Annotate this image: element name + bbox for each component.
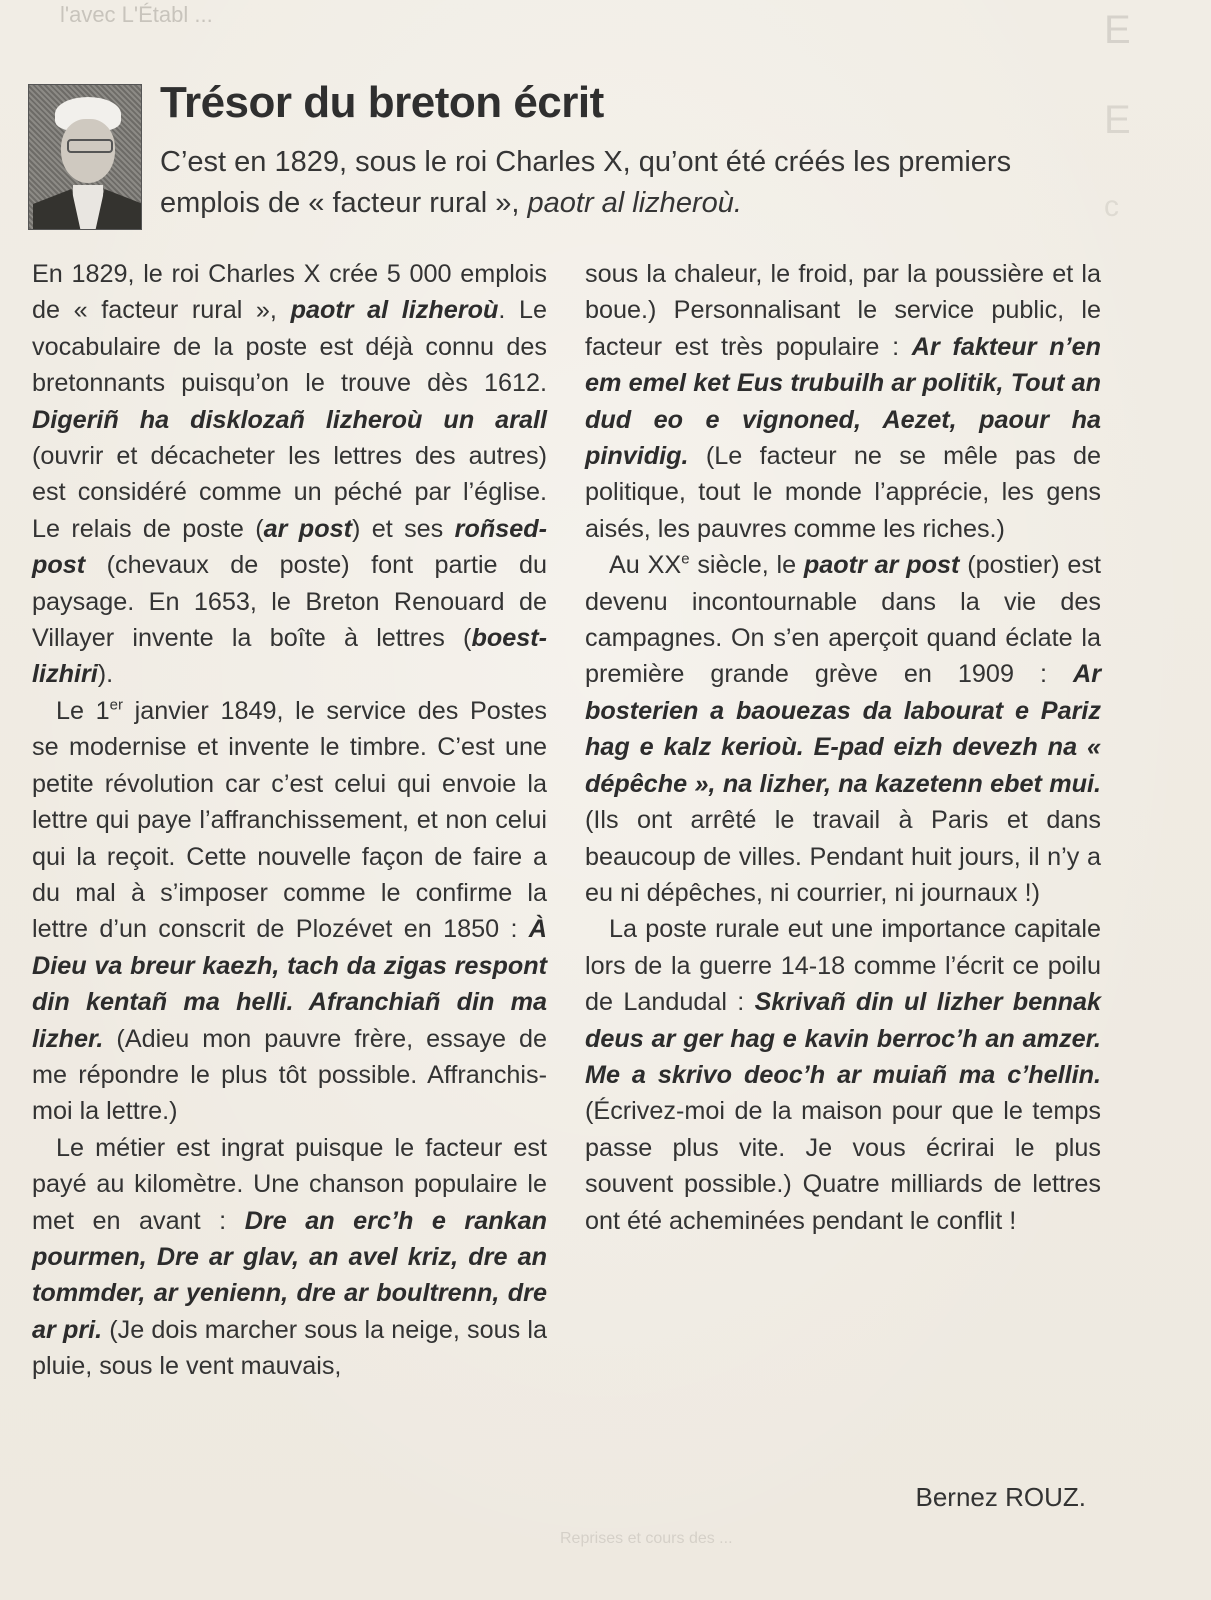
paragraph-text: (Ils ont arrêté le travail à Paris et dans beaucoup de villes. Pendant huit jours, il n’y a eu ni dépêches, ni courrier, ni journaux !) <box>585 806 1101 907</box>
article-lead-text: C’est en 1829, sous le roi Charles X, qu’ont été créés les premiers emplois de « facteur rural », <box>160 146 1012 219</box>
breton-quote: Skrivañ din ul lizher bennak deus ar ger hag e kavin berroc’h an amzer. Me a skrivo deoc’h ar muiañ ma c’hellin. <box>585 988 1101 1089</box>
paragraph-text: (postier) est devenu incontournable dans la vie des campagnes. On s’en aperçoit quand éclate la première grande grève en 1909 : <box>585 551 1101 689</box>
article-lead <box>160 142 1060 224</box>
bleed-through-text-bottom: Reprises et cours des ... <box>560 1530 733 1547</box>
paragraph-text: . Le vocabulaire de la poste est déjà connu des bretonnants puisqu’on le trouve dès 1612. <box>32 296 548 398</box>
article-column-right <box>585 256 1101 1239</box>
paragraph-text: (Je dois marcher sous la neige, sous la pluie, sous le vent mauvais, <box>32 1315 547 1381</box>
breton-quote: paotr ar post <box>803 551 960 580</box>
breton-quote: Ar bosterien a baouezas da labourat e Pariz hag e kalz kerioù. E-pad eizh devezh na « dépêche », na lizher, na kazetenn ebet mui. <box>585 660 1101 798</box>
breton-quote: paotr al lizheroù <box>290 296 499 325</box>
article-paragraph <box>585 256 1101 547</box>
paragraph-text: Au XX <box>609 551 682 580</box>
paragraph-text: (Le facteur ne se mêle pas de politique, tout le monde l’apprécie, les gens aisés, les pauvres comme les riches.) <box>585 442 1101 543</box>
breton-quote: ar post <box>263 514 352 543</box>
paragraph-text: ). <box>97 660 114 689</box>
paragraph-text: (Adieu mon pauvre frère, essaye de me répondre le plus tôt possible. Affranchis-moi la lettre.) <box>32 1024 547 1126</box>
bleed-through-text-right-2: E <box>1104 98 1131 142</box>
paragraph-text: La poste rurale eut une importance capitale lors de la guerre 14-18 comme l’écrit ce poilu de Landudal : <box>585 915 1101 1017</box>
bleed-through-text-right-3: c <box>1104 190 1119 223</box>
paragraph-text: Le 1 <box>56 696 110 725</box>
article-column-left <box>32 256 547 1385</box>
paragraph-text: ) et ses <box>351 514 455 543</box>
article-title: Trésor du breton écrit <box>160 78 604 127</box>
bleed-through-text-top: l'avec L'Établ ... <box>60 2 213 27</box>
paragraph-text: Le métier est ingrat puisque le facteur est payé au kilomètre. Une chanson populaire le met en avant : <box>32 1133 547 1235</box>
breton-quote: boest-lizhiri <box>32 624 547 689</box>
breton-quote: Ar fakteur n’en em emel ket Eus trubuilh ar politik, Tout an dud eo e vignoned, Aezet, paour ha pinvidig. <box>585 332 1101 471</box>
superscript: er <box>109 696 123 714</box>
breton-quote: roñsed-post <box>32 514 548 580</box>
paragraph-text: (Écrivez-moi de la maison pour que le temps passe plus vite. Je vous écrirai le plus souvent possible.) Quatre milliards de lettres ont été acheminées pendant le conflit ! <box>585 1097 1101 1235</box>
author-portrait-photo <box>28 84 142 230</box>
bleed-through-text-right-1: E <box>1104 8 1131 52</box>
paragraph-text: janvier 1849, le service des Postes se modernise et invente le timbre. C’est une petite révolution car c’est celui qui envoie la lettre qui paye l’affranchissement, et non celui qui la reçoit. Cette nouvelle façon de faire a du mal à s’imposer comme le confirme la lettre d’un conscrit de Plozévet en 1850 : <box>32 696 547 944</box>
paragraph-text: sous la chaleur, le froid, par la poussière et la boue.) Personnalisant le service public, le facteur est très populaire : <box>585 260 1101 361</box>
portrait-glasses <box>67 139 113 153</box>
breton-quote: À Dieu va breur kaezh, tach da zigas respont din kentañ ma helli. Afranchiañ din ma lizher. <box>32 915 547 1053</box>
breton-quote: Digeriñ ha disklozañ lizheroù un arall <box>32 405 547 434</box>
paragraph-text: siècle, le <box>689 551 804 580</box>
article-author: Bernez ROUZ. <box>915 1482 1086 1512</box>
article-lead-italic: paotr al lizheroù. <box>527 187 742 219</box>
paragraph-text: (chevaux de poste) font partie du paysage. En 1653, le Breton Renouard de Villayer invente la boîte à lettres ( <box>32 551 547 653</box>
paragraph-text: En 1829, le roi Charles X crée 5 000 emplois de « facteur rural », <box>32 260 547 325</box>
article-paragraph <box>32 693 547 1130</box>
superscript: e <box>681 550 690 568</box>
article-paragraph <box>32 256 547 693</box>
paragraph-text: (ouvrir et décacheter les lettres des autres) est considéré comme un péché par l’église. Le relais de poste ( <box>32 442 547 543</box>
article-paragraph <box>585 911 1101 1239</box>
article-paragraph <box>32 1130 547 1385</box>
article-paragraph <box>585 547 1101 911</box>
breton-quote: Dre an erc’h e rankan pourmen, Dre ar glav, an avel kriz, dre an tommder, ar yenienn, dre ar boultrenn, dre ar pri. <box>32 1206 547 1344</box>
